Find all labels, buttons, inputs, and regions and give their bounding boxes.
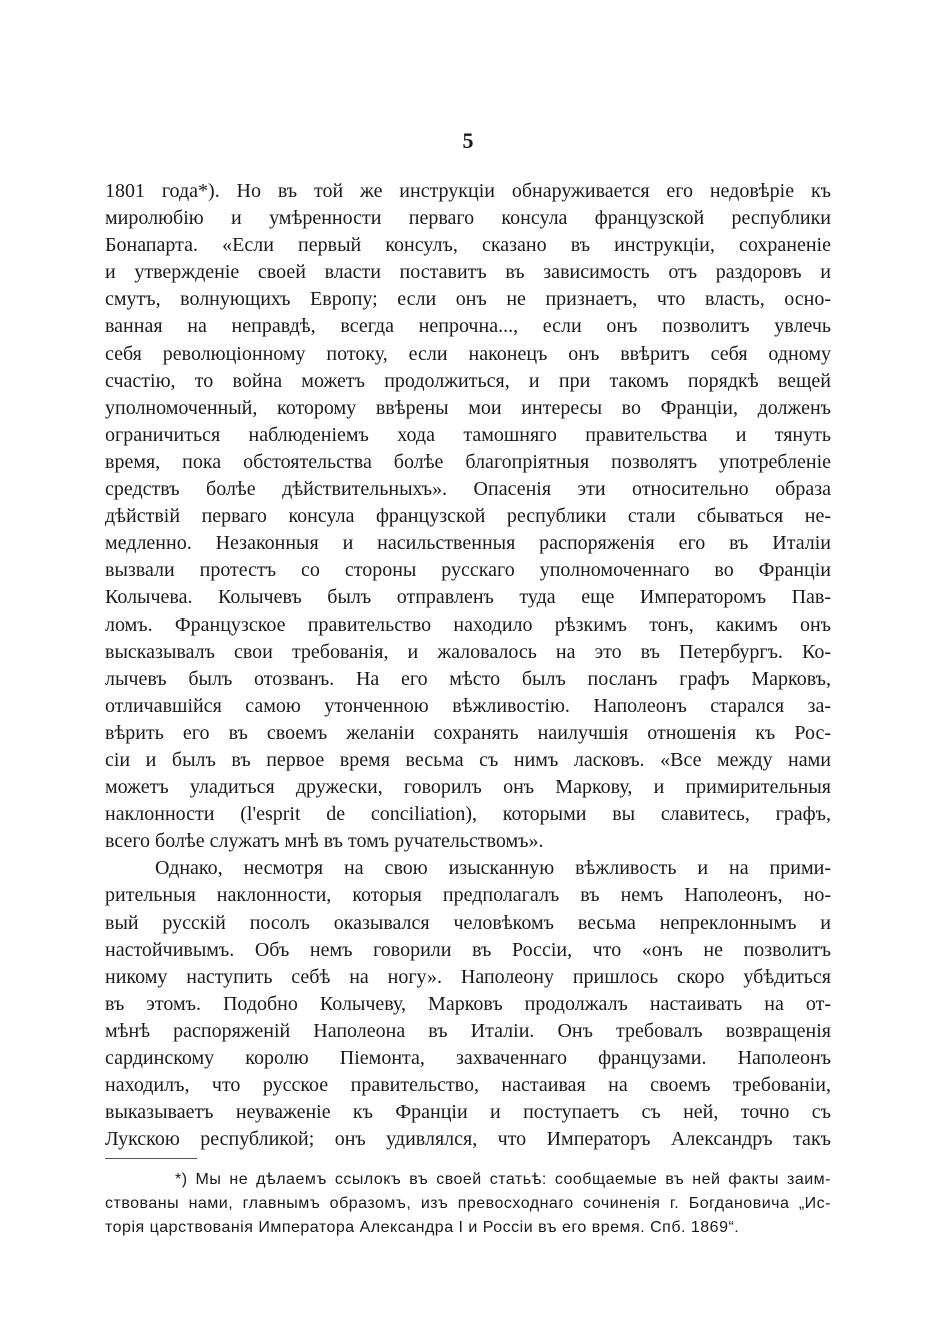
text-line: миролюбію и умѣренности перваго консула французской республики (105, 207, 831, 230)
footnote-line: ствованы нами, главнымъ образомъ, изъ превосходнаго сочиненія г. Богдановича „Ис- (105, 1195, 831, 1212)
text-line: рительныя наклонности, которыя предполагалъ въ немъ Наполеонъ, но- (105, 884, 831, 907)
text-line: уполномоченный, которому ввѣрены мои интересы во Франціи, долженъ (105, 396, 831, 419)
text-line: вызвали протестъ со стороны русскаго уполномоченнаго во Франціи (105, 559, 831, 582)
text-line: Лукскою республикой; онъ удивлялся, что Императоръ Александръ такъ (105, 1128, 831, 1151)
text-line: отличавшійся самою утонченною вѣжливостію. Наполеонъ старался за- (105, 694, 831, 717)
text-line: выказываетъ неуваженіе къ Франціи и поступаетъ съ ней, точно съ (105, 1101, 831, 1124)
text-line: 1801 года*). Но въ той же инструкціи обнаруживается его недовѣріе къ (105, 180, 831, 202)
text-line: Бонапарта. «Если первый консулъ, сказано въ инструкціи, сохраненіе (105, 234, 831, 257)
text-line: въ этомъ. Подобно Колычеву, Марковъ продолжалъ настаивать на от- (105, 992, 831, 1015)
text-line: высказывалъ свои требованія, и жаловалось на это въ Петербургъ. Ко- (105, 640, 831, 663)
text-line: ломъ. Французское правительство находило рѣзкимъ тонъ, какимъ онъ (105, 613, 831, 636)
text-line: лычевъ былъ отозванъ. На его мѣсто былъ посланъ графъ Марковъ, (105, 667, 831, 690)
text-line: счастію, то война можетъ продолжиться, и при такомъ порядкѣ вещей (105, 369, 831, 392)
footnote-line: торія царствованія Императора Александра I и Россіи въ его время. Спб. 1869“. (105, 1219, 740, 1236)
text-line: время, пока обстоятельства болѣе благопріятныя позволятъ употребленіе (105, 450, 831, 473)
text-line: ванная на неправдѣ, всегда непрочна..., если онъ позволитъ увлечь (105, 315, 831, 338)
page-number: 5 (462, 128, 474, 153)
text-line: медленно. Незаконныя и насильственныя распоряженія его въ Италіи (105, 532, 831, 555)
text-line: сардинскому королю Піемонта, захваченнаго французами. Наполеонъ (105, 1047, 831, 1069)
text-line: мѣнѣ распоряженій Наполеона въ Италіи. Онъ требовалъ возвращенія (105, 1019, 831, 1042)
text-line: вый русскій посолъ оказывался человѣкомъ весьма непреклоннымъ и (105, 911, 831, 934)
text-line: вѣрить его въ своемъ желаніи сохранять наилучшія отношенія къ Рос- (105, 721, 831, 744)
text-line: Колычева. Колычевъ былъ отправленъ туда еще Императоромъ Пав- (105, 586, 831, 609)
text-line: находилъ, что русское правительство, настаивая на своемъ требованіи, (105, 1074, 831, 1097)
text-line: Однако, несмотря на свою изысканную вѣжливость и на прими- (155, 857, 831, 880)
text-line: сіи и былъ въ первое время весьма съ нимъ ласковъ. «Все между нами (105, 748, 831, 771)
text-line: никому наступить себѣ на ногу». Наполеону пришлось скоро убѣдиться (105, 965, 831, 988)
text-line: настойчивымъ. Объ немъ говорили въ Россіи, что «онъ не позволитъ (105, 938, 831, 961)
text-line: наклонности (l'esprit de conciliation), которыми вы славитесь, графъ, (105, 803, 831, 826)
text-line: и утвержденіе своей власти поставитъ въ зависимость отъ раздоровъ и (105, 261, 831, 284)
text-line: смутъ, волнующихъ Европу; если онъ не признаетъ, что власть, осно- (105, 288, 831, 311)
text-line: всего болѣе служатъ мнѣ въ томъ ручательствомъ». (105, 830, 544, 853)
text-line: можетъ уладиться дружески, говорилъ онъ Маркову, и примирительныя (105, 776, 831, 799)
text-line: себя революціонному потоку, если наконецъ онъ ввѣритъ себя одному (105, 342, 831, 365)
main-text (105, 178, 831, 1153)
text-line: дѣйствій перваго консула французской республики стали сбываться не- (105, 505, 831, 528)
text-line: ограничиться наблюденіемъ хода тамошняго правительства и тянуть (105, 423, 831, 446)
footnote-separator (105, 1158, 197, 1159)
footnote (105, 1168, 831, 1240)
text-line: средствъ болѣе дѣйствительныхъ». Опасенія эти относительно образа (105, 478, 831, 501)
footnote-line: *) Мы не дѣлаемъ ссылокъ въ своей статьѣ: сообщаемые въ ней факты заим- (175, 1171, 831, 1188)
